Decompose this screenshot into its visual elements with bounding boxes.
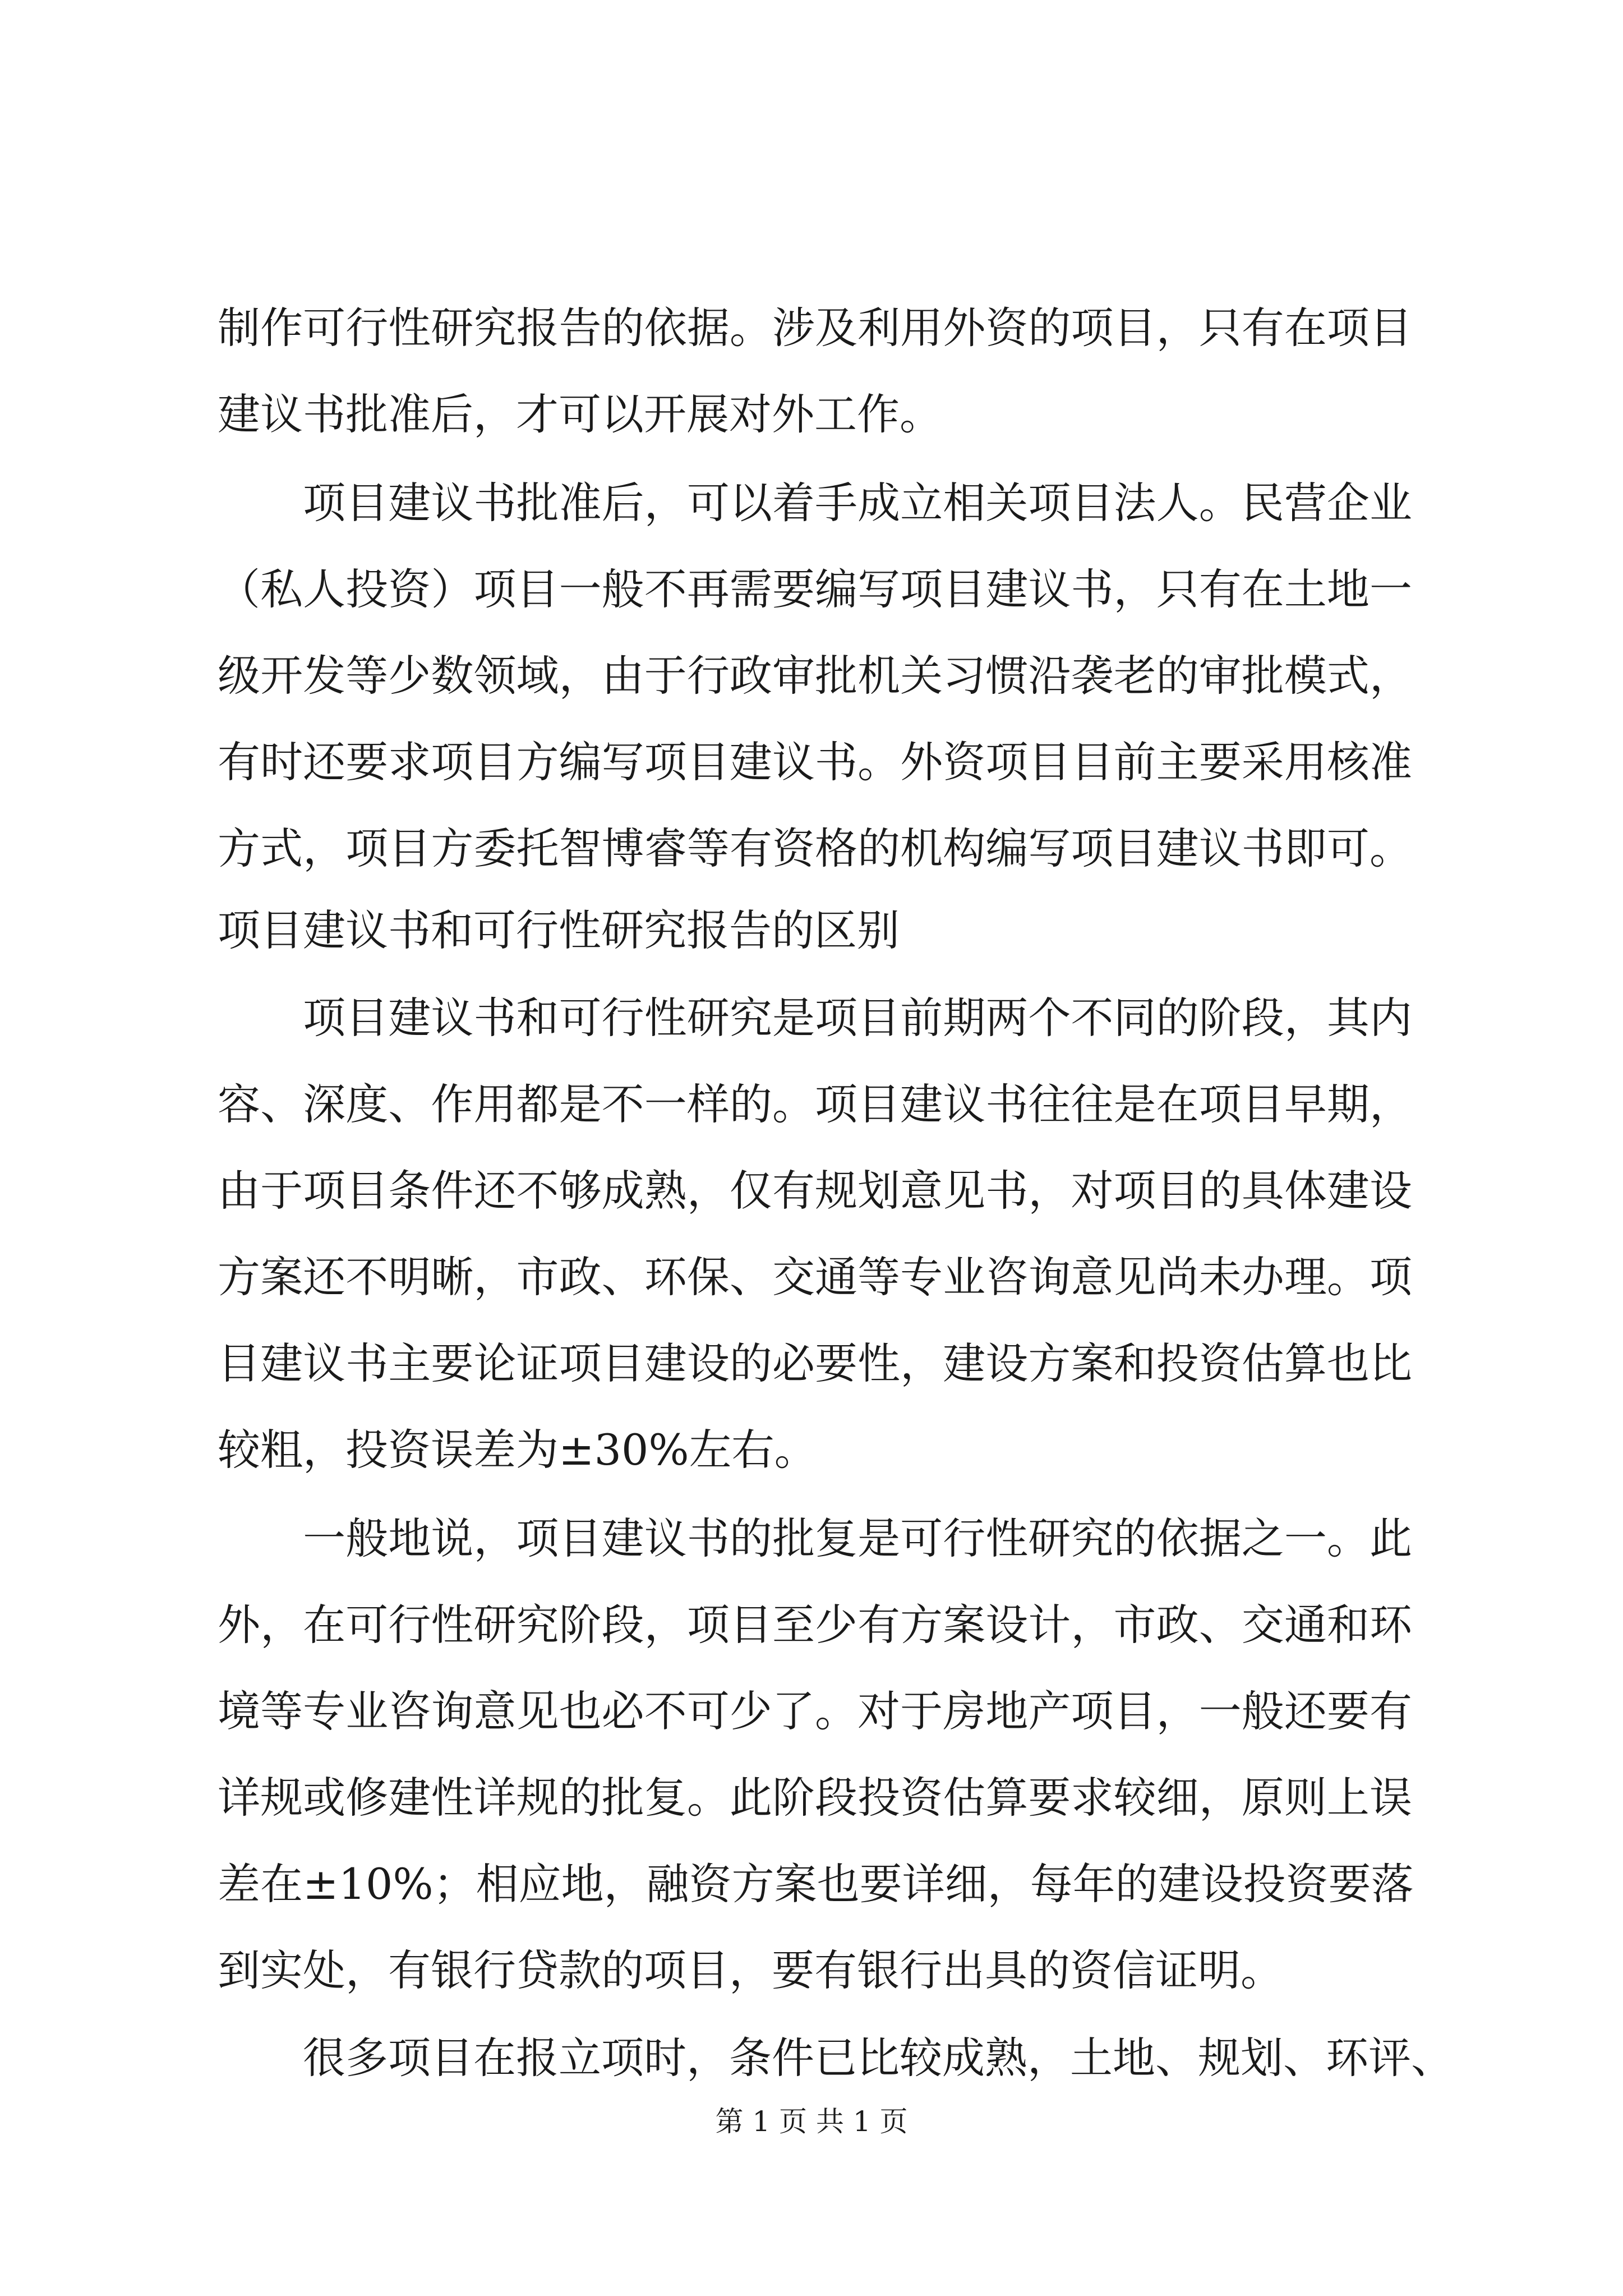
text-line: 目建议书主要论证项目建设的必要性，建设方案和投资估算也比 xyxy=(218,1338,1412,1388)
text-line: 有时还要求项目方编写项目建议书。外资项目目前主要采用核准 xyxy=(218,737,1412,787)
text-line: 级开发等少数领域，由于行政审批机关习惯沿袭老的审批模式， xyxy=(218,651,1412,701)
text-line: 项目建议书批准后，可以着手成立相关项目法人。民营企业 xyxy=(218,478,1412,528)
text-line: 容、深度、作用都是不一样的。项目建议书往往是在项目早期， xyxy=(218,1079,1412,1129)
text-line: 到实处，有银行贷款的项目，要有银行出具的资信证明。 xyxy=(218,1945,1283,1995)
text-line: （私人投资）项目一般不再需要编写项目建议书，只有在土地一 xyxy=(218,564,1412,614)
text-line: 一般地说，项目建议书的批复是可行性研究的依据之一。此 xyxy=(218,1513,1412,1563)
text-line: 方式，项目方委托智博睿等有资格的机构编写项目建议书即可。 xyxy=(218,823,1412,873)
text-line: 差在±10%；相应地，融资方案也要详细，每年的建设投资要落 xyxy=(218,1859,1414,1909)
page-number: 第 1 页 共 1 页 xyxy=(715,2105,908,2138)
text-line: 制作可行性研究报告的依据。涉及利用外资的项目，只有在项目 xyxy=(218,303,1412,353)
text-line: 很多项目在报立项时，条件已比较成熟，土地、规划、环评、 xyxy=(218,2033,1454,2083)
text-line: 较粗，投资误差为±30%左右。 xyxy=(218,1425,817,1475)
text-line: 项目建议书和可行性研究是项目前期两个不同的阶段，其内 xyxy=(218,993,1412,1043)
text-line: 建议书批准后，才可以开展对外工作。 xyxy=(218,389,942,439)
section-heading: 项目建议书和可行性研究报告的区别 xyxy=(218,905,900,955)
text-line: 境等专业咨询意见也必不可少了。对于房地产项目，一般还要有 xyxy=(218,1686,1412,1736)
text-line: 由于项目条件还不够成熟，仅有规划意见书，对项目的具体建设 xyxy=(218,1166,1412,1216)
text-line: 详规或修建性详规的批复。此阶段投资估算要求较细，原则上误 xyxy=(218,1773,1412,1823)
text-line: 外，在可行性研究阶段，项目至少有方案设计，市政、交通和环 xyxy=(218,1600,1412,1650)
text-line: 方案还不明晰，市政、环保、交通等专业咨询意见尚未办理。项 xyxy=(218,1252,1412,1302)
